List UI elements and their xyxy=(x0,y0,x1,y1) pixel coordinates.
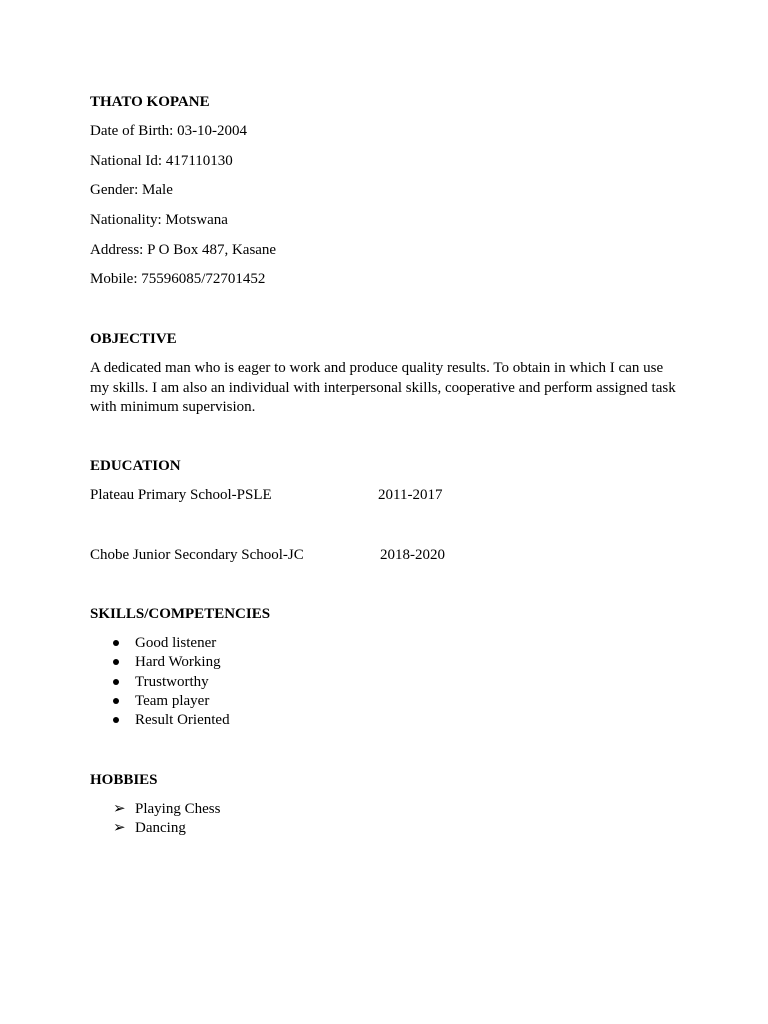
objective-heading: OBJECTIVE xyxy=(90,331,177,347)
detail-national-id: National Id: 417110130 xyxy=(90,153,233,169)
arrowhead-bullet-icon: ➢ xyxy=(113,820,126,837)
candidate-name: THATO KOPANE xyxy=(90,94,210,110)
bullet-dot-icon xyxy=(113,640,119,646)
skill-item: Result Oriented xyxy=(108,711,230,730)
skills-heading: SKILLS/COMPETENCIES xyxy=(90,606,271,622)
detail-nationality: Nationality: Motswana xyxy=(90,212,228,228)
bullet-dot-icon xyxy=(113,679,119,685)
hobby-item: ➢ Playing Chess xyxy=(113,801,221,817)
hobbies-list xyxy=(108,800,220,839)
objective-text: A dedicated man who is eager to work and produce quality results. To obtain in which I can use my skills. I am also an individual with interpersonal skills, cooperative and perform assigned task with minimum supervision. xyxy=(90,360,676,415)
hobby-item: ➢ Dancing xyxy=(113,820,186,837)
hobbies-heading: HOBBIES xyxy=(90,772,158,788)
bullet-dot-icon xyxy=(113,659,119,665)
detail-gender: Gender: Male xyxy=(90,182,173,198)
detail-mobile: Mobile: 75596085/72701452 xyxy=(90,271,266,287)
education-school: Chobe Junior Secondary School-JC xyxy=(90,547,304,563)
skill-item: Team player xyxy=(108,692,230,711)
detail-address: Address: P O Box 487, Kasane xyxy=(90,242,277,258)
skill-item: Trustworthy xyxy=(108,673,230,692)
skill-item: Good listener xyxy=(108,634,230,653)
skill-item: Hard Working xyxy=(108,653,230,672)
education-years: 2011-2017 xyxy=(378,487,443,503)
education-school: Plateau Primary School-PSLE xyxy=(90,487,272,503)
bullet-dot-icon xyxy=(113,717,119,723)
education-years: 2018-2020 xyxy=(380,547,445,563)
bullet-dot-icon xyxy=(113,698,119,704)
detail-date-of-birth: Date of Birth: 03-10-2004 xyxy=(90,123,248,139)
education-heading: EDUCATION xyxy=(90,458,181,474)
skills-list xyxy=(108,634,230,730)
arrowhead-bullet-icon: ➢ xyxy=(113,801,126,817)
